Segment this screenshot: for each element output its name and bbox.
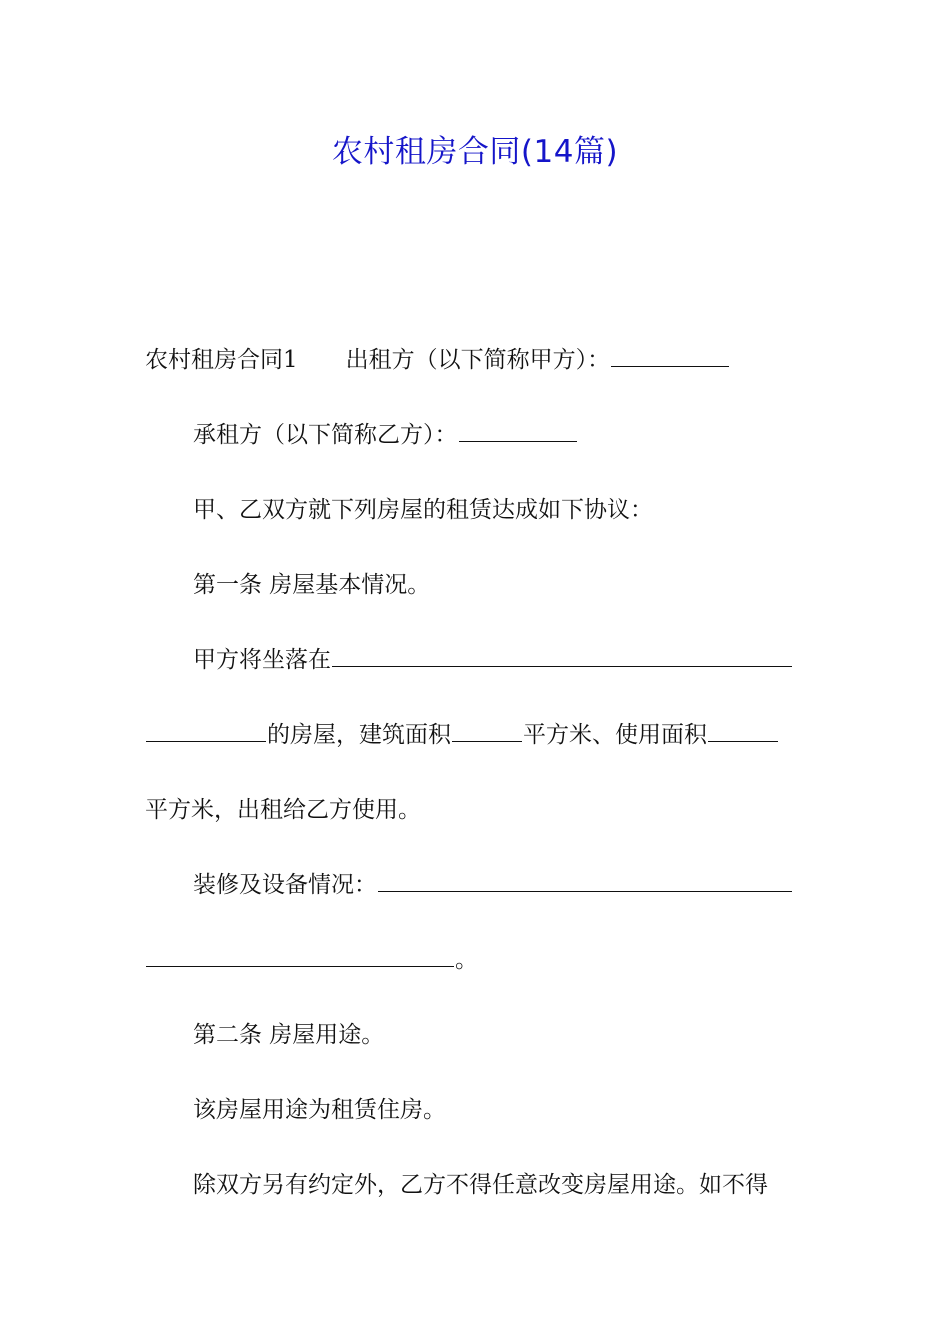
usable-area-label: 平方米、使用面积 [523, 722, 707, 748]
decoration-blank-continued [146, 965, 454, 967]
building-area-label: 的房屋，建筑面积 [267, 722, 451, 748]
paragraph-lessee [193, 418, 805, 452]
article-2-heading: 第二条 房屋用途。 [193, 1022, 385, 1048]
paragraph-area [145, 718, 805, 752]
lessor-label: 出租方（以下简称甲方）： [345, 347, 611, 373]
decoration-end-mark: 。 [455, 947, 478, 973]
location-blank-continued [146, 740, 266, 742]
location-blank [332, 665, 792, 667]
paragraph-rent-to-lessee: 平方米，出租给乙方使用。 [145, 797, 421, 823]
building-area-blank [452, 740, 522, 742]
lessor-blank [611, 365, 729, 367]
lessee-label: 承租方（以下简称乙方）： [193, 422, 458, 448]
paragraph-decoration [193, 868, 805, 902]
paragraph-contract-heading [145, 343, 805, 377]
decoration-blank [378, 890, 792, 892]
article-1-heading: 第一条 房屋基本情况。 [193, 572, 431, 598]
paragraph-usage: 该房屋用途为租赁住房。 [193, 1097, 446, 1123]
location-label: 甲方将坐落在 [193, 647, 331, 673]
paragraph-usage-restriction: 除双方另有约定外，乙方不得任意改变房屋用途。如不得 [193, 1172, 768, 1198]
paragraph-agreement-intro: 甲、乙双方就下列房屋的租赁达成如下协议： [193, 497, 653, 523]
paragraph-location [193, 643, 805, 677]
decoration-label: 装修及设备情况： [193, 872, 377, 898]
contract-number-label: 农村租房合同1 [145, 347, 298, 373]
document-title: 农村租房合同(14篇) [331, 134, 619, 170]
usable-area-blank [708, 740, 778, 742]
lessee-blank [459, 440, 577, 442]
paragraph-decoration-continued [145, 943, 805, 977]
